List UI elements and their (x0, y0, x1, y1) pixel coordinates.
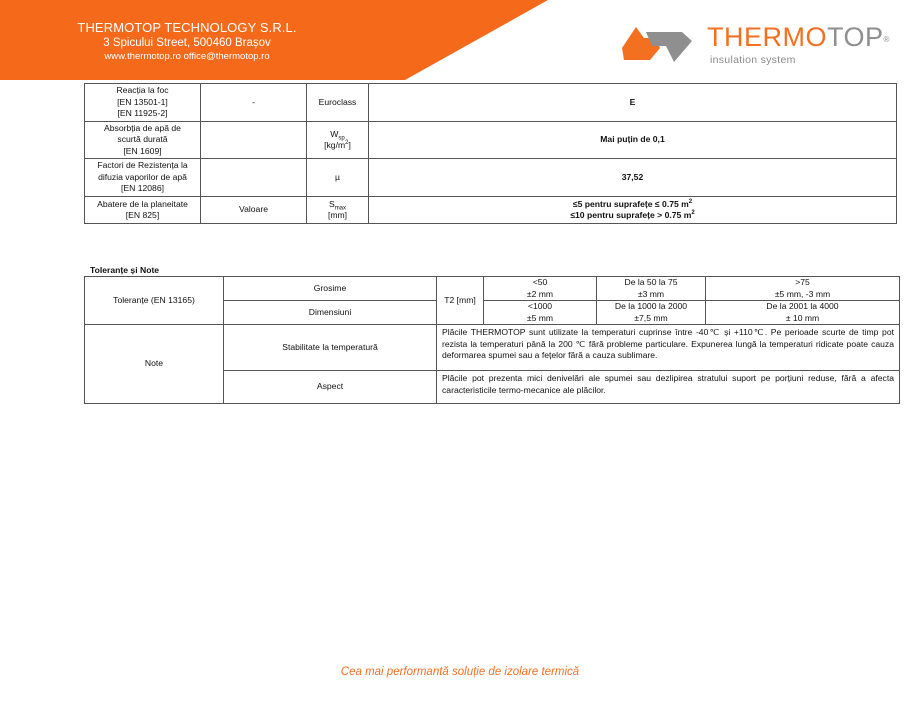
value-cell: 37,52 (369, 159, 897, 197)
section-title: Toleranțe și Note (90, 265, 160, 275)
tolerance-cell: >75 ±5 mm, -3 mm (706, 277, 900, 301)
tolerance-class: T2 [mm] (437, 277, 484, 325)
condition-cell: Valoare (201, 197, 307, 224)
table-row (85, 84, 897, 122)
tolerance-cell: De la 1000 la 2000 ±7,5 mm (597, 301, 706, 325)
table-row (85, 325, 900, 371)
property-cell: Reacția la foc [EN 13501-1] [EN 11925-2] (85, 84, 201, 122)
tolerance-label: Toleranțe (EN 13165) (85, 277, 224, 325)
tolerance-cell: <1000 ±5 mm (484, 301, 597, 325)
property-cell: Factori de Rezistența la difuzia vaporilor de apă [EN 12086] (85, 159, 201, 197)
tolerances-notes-table (84, 276, 900, 404)
condition-cell: - (201, 84, 307, 122)
tolerance-cell: De la 50 la 75 ±3 mm (597, 277, 706, 301)
property-cell: Abatere de la planeitate [EN 825] (85, 197, 201, 224)
table-row (85, 277, 900, 301)
note-label: Stabilitate la temperatură (224, 325, 437, 371)
value-cell: E (369, 84, 897, 122)
company-address: 3 Spicului Street, 500460 Brașov (103, 37, 271, 49)
value-cell: Mai puțin de 0,1 (369, 122, 897, 159)
value-cell: ≤5 pentru suprafețe ≤ 0.75 $m^2$ ≤10 pentru suprafețe > 0.75 $m^2$ (369, 197, 897, 224)
condition-cell (201, 159, 307, 197)
grosime-label: Grosime (224, 277, 437, 301)
table-row (85, 122, 897, 159)
tolerance-cell: <50 ±2 mm (484, 277, 597, 301)
note-text: Plăcile pot prezenta mici denivelări ale spumei sau dezlipirea stratului suport pe porțiuni reduse, fără a afecta caracteristicile termo-mecanice ale plăcilor. (437, 371, 900, 404)
notes-label: Note (85, 325, 224, 404)
note-label: Aspect (224, 371, 437, 404)
footer-slogan: Cea mai performantă soluție de izolare termică (340, 666, 580, 678)
unit-cell: $S_{max}$ [mm] (307, 197, 369, 224)
logo-wordmark: THERMOTOP® (707, 22, 890, 52)
properties-table (84, 83, 897, 224)
unit-cell: Euroclass (307, 84, 369, 122)
header-banner (0, 0, 920, 80)
unit-cell: µ (307, 159, 369, 197)
note-text: Plăcile THERMOTOP sunt utilizate la temperaturi cuprinse între -40℃ și +110℃. Pe perioade scurte de timp pot rezista la temperaturi până la 200 ℃ fără probleme particulare. Expunerea lungă la temperaturi ridicate poate cauza deformarea spumei sau a fețelor fără a cauza sublimare. (437, 325, 900, 371)
company-info (62, 20, 312, 62)
unit-cell: $W_{sp}$ $[kg/m^2]$ (307, 122, 369, 159)
company-contact: www.thermotop.ro office@thermotop.ro (104, 51, 270, 62)
property-cell: Absorbția de apă de scurtă durată [EN 1609] (85, 122, 201, 159)
table-row (85, 159, 897, 197)
dimensiuni-label: Dimensiuni (224, 301, 437, 325)
logo-tagline: insulation system (710, 54, 796, 66)
tolerance-cell: De la 2001 la 4000 ± 10 mm (706, 301, 900, 325)
table-row (85, 197, 897, 224)
company-name: THERMOTOP TECHNOLOGY S.R.L. (77, 20, 297, 35)
thermotop-logo (622, 22, 892, 68)
condition-cell (201, 122, 307, 159)
thermotop-arrows-logo-icon (622, 24, 694, 64)
